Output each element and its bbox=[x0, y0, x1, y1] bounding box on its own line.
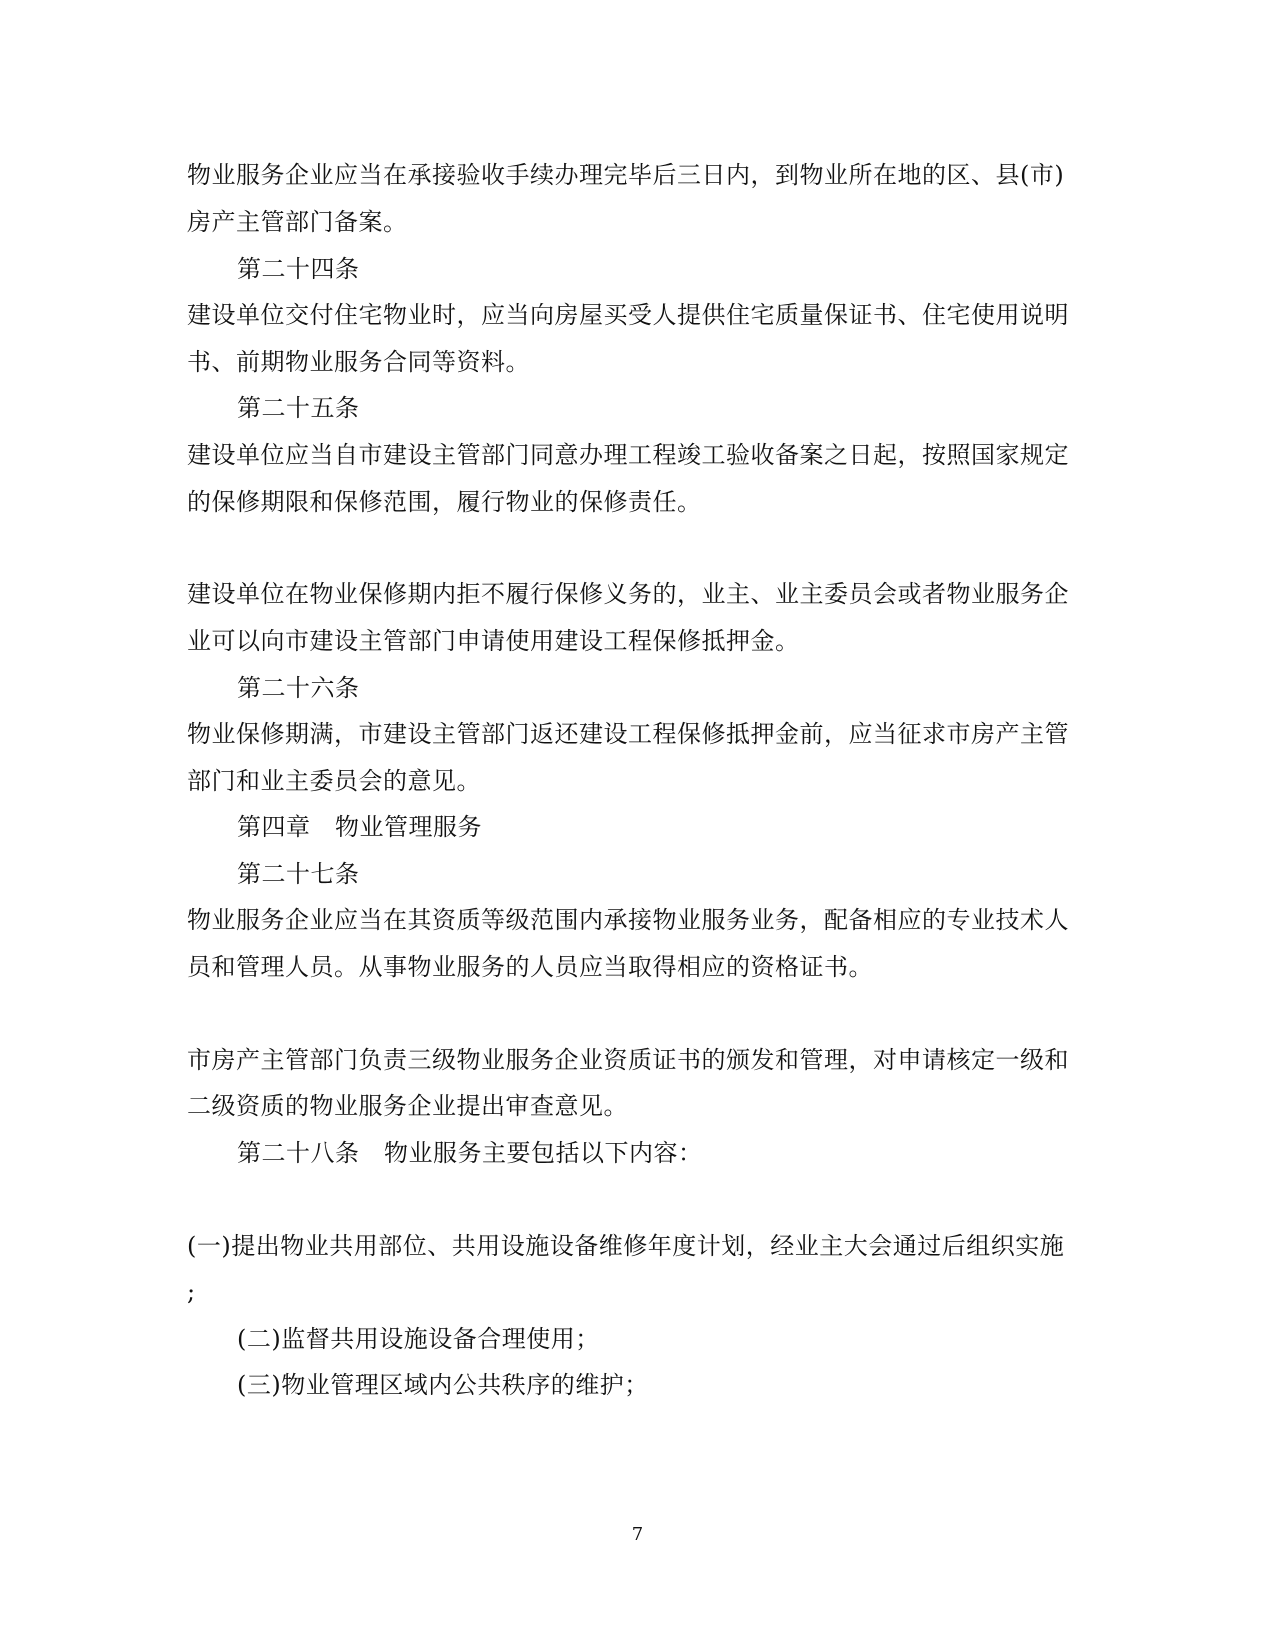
paragraph-line: 二级资质的物业服务企业提出审查意见。 bbox=[187, 1092, 628, 1120]
article-heading: 第二十七条 bbox=[237, 860, 360, 888]
article-heading: 第二十四条 bbox=[237, 255, 360, 283]
article-heading: 第二十八条 物业服务主要包括以下内容： bbox=[237, 1139, 703, 1167]
paragraph-line: 市房产主管部门负责三级物业服务企业资质证书的颁发和管理，对申请核定一级和 bbox=[187, 1046, 1069, 1074]
paragraph-line: 建设单位在物业保修期内拒不履行保修义务的，业主、业主委员会或者物业服务企 bbox=[187, 580, 1069, 608]
paragraph-line: 物业服务企业应当在承接验收手续办理完毕后三日内，到物业所在地的区、县(市) bbox=[187, 161, 1065, 189]
paragraph-line: 建设单位交付住宅物业时，应当向房屋买受人提供住宅质量保证书、住宅使用说明 bbox=[187, 301, 1069, 329]
list-item-continuation: ; bbox=[187, 1278, 196, 1306]
paragraph-line: 建设单位应当自市建设主管部门同意办理工程竣工验收备案之日起，按照国家规定 bbox=[187, 441, 1069, 469]
paragraph-line: 物业服务企业应当在其资质等级范围内承接物业服务业务，配备相应的专业技术人 bbox=[187, 906, 1069, 934]
article-heading: 第二十五条 bbox=[237, 394, 360, 422]
list-item: (三)物业管理区域内公共秩序的维护； bbox=[237, 1371, 649, 1399]
list-item: (二)监督共用设施设备合理使用； bbox=[237, 1325, 600, 1353]
chapter-heading: 第四章 物业管理服务 bbox=[237, 813, 482, 841]
paragraph-line: 物业保修期满，市建设主管部门返还建设工程保修抵押金前，应当征求市房产主管 bbox=[187, 720, 1069, 748]
paragraph-line: 书、前期物业服务合同等资料。 bbox=[187, 348, 530, 376]
list-item: (一)提出物业共用部位、共用设施设备维修年度计划，经业主大会通过后组织实施 bbox=[187, 1232, 1065, 1260]
paragraph-line: 的保修期限和保修范围，履行物业的保修责任。 bbox=[187, 488, 702, 516]
paragraph-line: 业可以向市建设主管部门申请使用建设工程保修抵押金。 bbox=[187, 627, 800, 655]
paragraph-line: 房产主管部门备案。 bbox=[187, 208, 408, 236]
paragraph-line: 员和管理人员。从事物业服务的人员应当取得相应的资格证书。 bbox=[187, 953, 873, 981]
article-heading: 第二十六条 bbox=[237, 674, 360, 702]
page-number: 7 bbox=[631, 1524, 644, 1545]
paragraph-line: 部门和业主委员会的意见。 bbox=[187, 767, 481, 795]
